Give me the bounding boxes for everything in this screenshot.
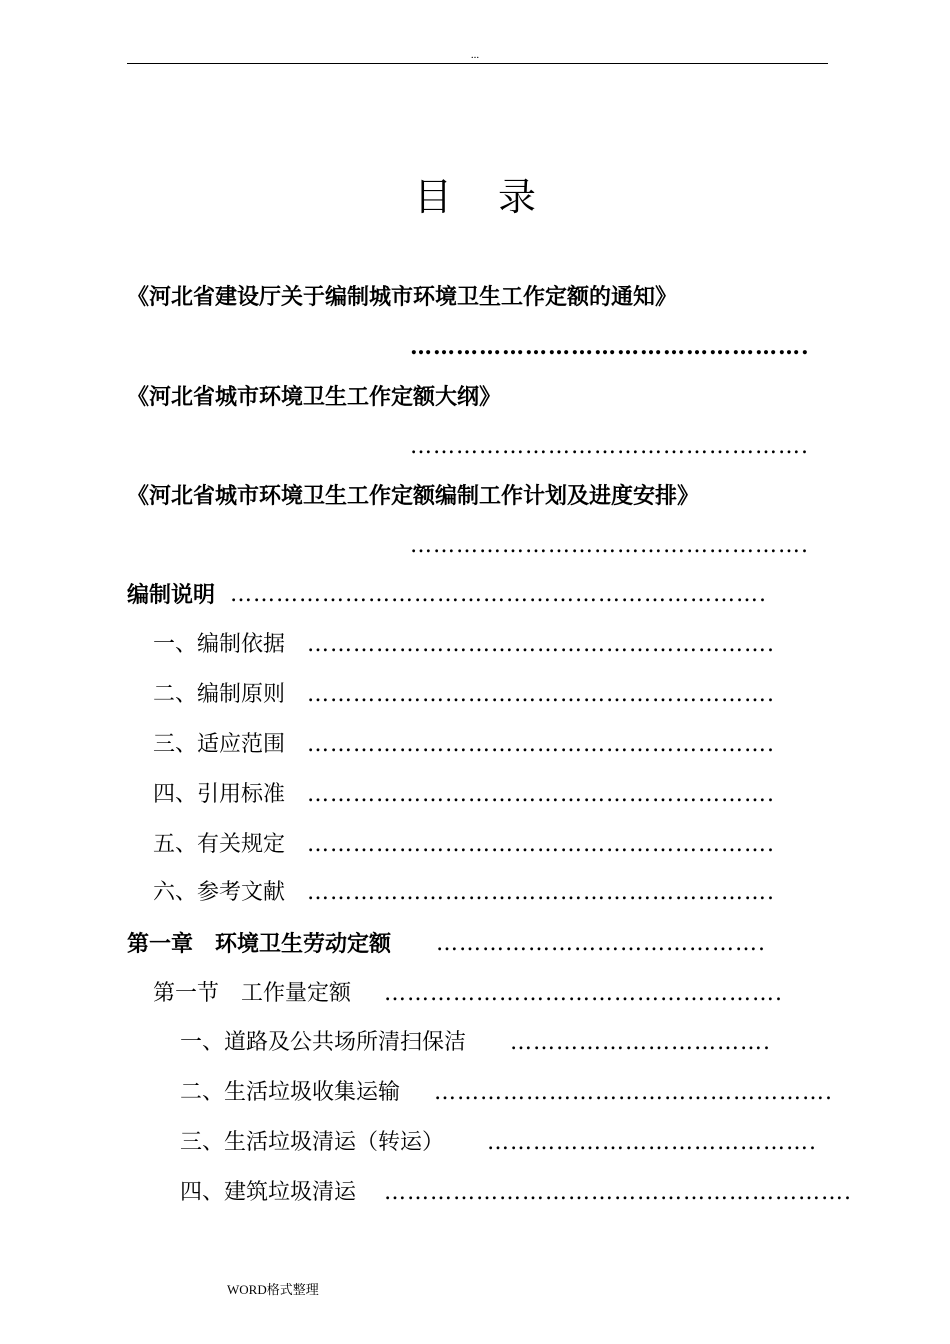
toc-leader: ……………………………………………. [410,434,809,459]
toc-label: 五、有关规定 [153,832,286,857]
page-footer: WORD格式整理 [227,1282,319,1297]
toc-leader: ……………………………………………………. [307,782,775,807]
toc-entry-waste-transfer[interactable] [0,1127,950,1159]
toc-entry-standards[interactable] [0,779,950,811]
toc-leader: ……………………………. [510,1030,771,1055]
toc-leader-row [0,331,950,363]
toc-entry-references[interactable] [0,877,950,909]
toc-leader: ……………………………………………. [384,981,783,1006]
toc-leader: ……………………………………. [436,931,766,956]
toc-entry-scope[interactable] [0,729,950,761]
toc-entry-waste-collection[interactable] [0,1077,950,1109]
toc-label: 编制说明 [127,582,216,608]
toc-label: 二、编制原则 [153,682,286,707]
toc-leader: ……………………………………………. [410,533,809,558]
toc-leader: ……………………………………………………………. [230,582,767,607]
toc-leader: ……………………………………………………. [307,682,775,707]
toc-label: 二、生活垃圾收集运输 [180,1080,401,1105]
toc-leader: ……………………………………………………. [307,632,775,657]
toc-entry-principles[interactable] [0,679,950,711]
toc-entry-street-cleaning[interactable] [0,1027,950,1059]
toc-entry-schedule[interactable] [0,480,950,512]
page-title: 目录 [413,175,582,219]
toc-entry-section-1[interactable] [0,978,950,1010]
toc-label: 一、道路及公共场所清扫保洁 [180,1030,467,1055]
toc-label: 第一章 环境卫生劳动定额 [127,931,392,957]
toc-label: 三、生活垃圾清运（转运） [180,1130,445,1155]
toc-entry-basis[interactable] [0,629,950,661]
toc-entry-outline[interactable] [0,381,950,413]
toc-label: 第一节 工作量定额 [153,981,352,1006]
toc-leader: ……………………………………………. [434,1080,833,1105]
toc-leader: ……………………………………………………. [307,832,775,857]
toc-leader-row [0,530,950,562]
toc-leader: ……………………………………………………. [384,1180,852,1205]
toc-entry-chapter-1[interactable] [0,928,950,960]
toc-leader: ……………………………………. [487,1130,817,1155]
toc-leader: ……………………………………………. [410,334,810,360]
toc-entry-notice[interactable] [0,281,950,313]
toc-entry-provisions[interactable] [0,829,950,861]
toc-label: 一、编制依据 [153,632,286,657]
header-rule [127,63,828,64]
toc-label: 六、参考文献 [153,880,286,905]
toc-leader: ……………………………………………………. [307,880,775,905]
toc-label: 四、引用标准 [153,782,286,807]
toc-leader: ……………………………………………………. [307,732,775,757]
toc-label: 四、建筑垃圾清运 [180,1180,357,1205]
toc-leader-row [0,431,950,463]
toc-label: 《河北省城市环境卫生工作定额大纲》 [127,384,502,410]
toc-entry-explanation[interactable] [0,579,950,611]
toc-label: 《河北省城市环境卫生工作定额编制工作计划及进度安排》 [127,483,700,509]
running-header: ... [470,49,480,61]
toc-label: 《河北省建设厅关于编制城市环境卫生工作定额的通知》 [127,284,678,310]
toc-entry-construction-waste[interactable] [0,1177,950,1209]
toc-label: 三、适应范围 [153,732,286,757]
